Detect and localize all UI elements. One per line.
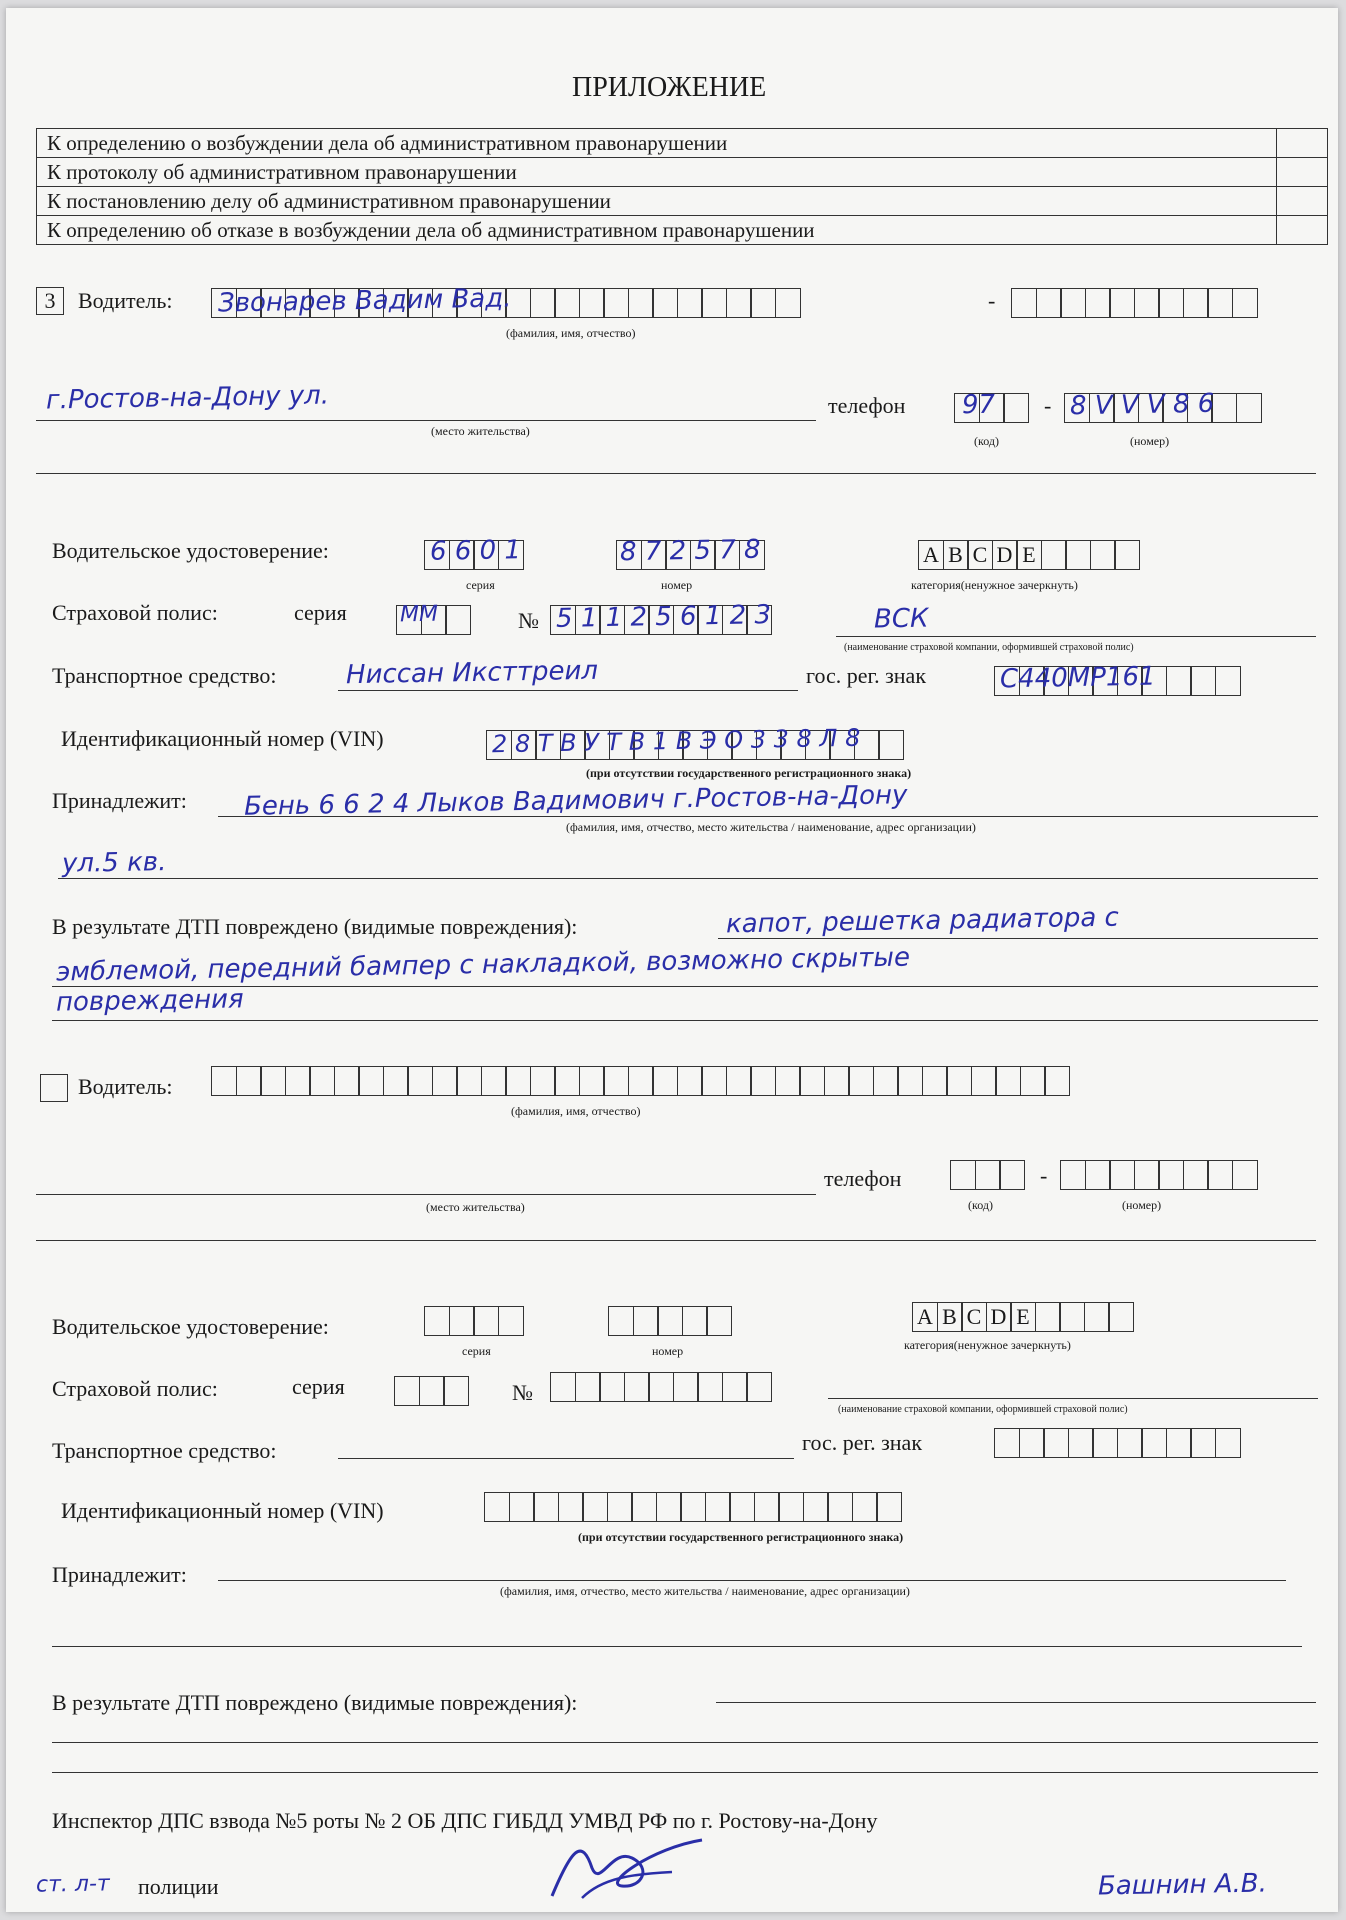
input-cell[interactable] (443, 1376, 469, 1406)
header-checkbox[interactable] (1277, 158, 1328, 187)
header-row: К протоколу об административном правонарушении (37, 158, 1277, 187)
document-sheet (6, 8, 1338, 1912)
input-cell[interactable] (852, 1492, 878, 1522)
owner-label: Принадлежит: (52, 1562, 187, 1587)
input-cell[interactable] (358, 1066, 384, 1096)
owner-handwriting-2: ул.5 кв. (61, 847, 167, 879)
category-cell[interactable] (1090, 540, 1116, 570)
dash: - (1040, 1163, 1048, 1188)
input-cell[interactable] (407, 1066, 433, 1096)
vehicle-line (338, 1458, 794, 1459)
input-cell[interactable] (1134, 288, 1160, 318)
policy-label: Страховой полис: (52, 600, 218, 625)
input-cell[interactable] (1211, 393, 1237, 423)
address-line (36, 420, 816, 421)
number-caption: номер (652, 1344, 684, 1358)
inspector-text: Инспектор ДПС взвода №5 роты № 2 ОБ ДПС ГИБДД УМВД РФ по г. Ростову-на-Дону (52, 1808, 878, 1833)
header-row: К постановлению делу об административном правонарушении (37, 187, 1277, 216)
phone-code-caption: (код) (974, 434, 999, 448)
input-cell[interactable] (682, 1306, 708, 1336)
input-cell[interactable] (652, 288, 678, 318)
input-cell[interactable] (445, 605, 471, 635)
phone-number-caption: (номер) (1122, 1198, 1162, 1212)
license-label: Водительское удостоверение: (52, 1314, 329, 1339)
input-cell[interactable] (1109, 1160, 1135, 1190)
input-cell[interactable] (754, 1492, 780, 1522)
input-cell[interactable] (1011, 288, 1037, 318)
input-cell[interactable] (383, 1066, 409, 1096)
input-cell[interactable] (1003, 393, 1029, 423)
category-cell[interactable]: A (918, 540, 944, 570)
input-cell[interactable] (999, 1160, 1025, 1190)
input-cell[interactable] (673, 1372, 699, 1402)
input-cell[interactable] (873, 1066, 899, 1096)
damage-label: В результате ДТП повреждено (видимые повреждения): (52, 914, 578, 939)
address-caption: (место жительства) (431, 424, 530, 438)
owner-label: Принадлежит: (52, 788, 187, 813)
category-cell[interactable]: E (1016, 540, 1042, 570)
input-cell[interactable] (481, 1066, 507, 1096)
owner-handwriting: Бень 6 6 2 4 Лыков Вадимович г.Ростов-на-Дону (243, 780, 908, 822)
damage-line-2 (52, 1742, 1318, 1743)
policy-series-label: серия (292, 1374, 345, 1399)
input-cell[interactable] (775, 288, 801, 318)
policy-no-label: № (512, 1380, 533, 1405)
input-cell[interactable] (498, 1306, 524, 1336)
vehicle-label: Транспортное средство: (52, 1438, 277, 1463)
policy-no-label: № (518, 608, 539, 633)
vin-label: Идентификационный номер (VIN) (61, 1498, 384, 1523)
damage-handwriting-1: капот, решетка радиатора с (725, 902, 1120, 940)
input-cell[interactable] (701, 1066, 727, 1096)
input-cell[interactable] (1236, 393, 1262, 423)
input-cell[interactable] (1232, 288, 1258, 318)
input-cell[interactable] (897, 1066, 923, 1096)
input-cell[interactable] (1036, 288, 1062, 318)
input-cell[interactable] (827, 1492, 853, 1522)
input-cell[interactable] (1068, 1428, 1094, 1458)
input-cell[interactable] (1117, 1428, 1143, 1458)
plate-label: гос. рег. знак (802, 1430, 923, 1455)
insurer-handwriting: ВСК (873, 603, 929, 635)
input-cell[interactable] (334, 1066, 360, 1096)
owner-line-2 (58, 878, 1318, 879)
vin-label: Идентификационный номер (VIN) (61, 726, 384, 751)
vehicle-line (338, 690, 798, 691)
header-checkbox[interactable] (1277, 187, 1328, 216)
page-title: ПРИЛОЖЕНИЕ (572, 72, 767, 103)
input-cell[interactable] (705, 1492, 731, 1522)
input-cell[interactable] (1215, 1428, 1241, 1458)
policy-number-boxes[interactable] (550, 1372, 771, 1402)
input-cell[interactable] (1109, 288, 1135, 318)
policy-series-label: серия (294, 600, 347, 625)
owner-line-2 (52, 1646, 1302, 1647)
input-cell[interactable] (1207, 1160, 1233, 1190)
police-text: полиции (138, 1874, 219, 1899)
category-cell[interactable] (1035, 1302, 1061, 1332)
input-cell[interactable] (971, 1066, 997, 1096)
input-cell[interactable] (1020, 1066, 1046, 1096)
damage-line-3 (52, 1020, 1318, 1021)
driver1-name-boxes-extra[interactable] (1011, 288, 1256, 318)
input-cell[interactable] (558, 1492, 584, 1522)
vehicle-label: Транспортное средство: (52, 663, 277, 688)
input-cell[interactable] (726, 288, 752, 318)
input-cell[interactable] (554, 1066, 580, 1096)
insurer-line (836, 636, 1316, 637)
policy-number-handwriting: 5 1 1 2 5 6 1 2 3 (555, 600, 772, 634)
vin-caption: (при отсутствии государственного регистрационного знака) (586, 766, 912, 780)
driver1-label: Водитель: (78, 288, 173, 313)
input-cell[interactable] (677, 1066, 703, 1096)
input-cell[interactable] (505, 1066, 531, 1096)
input-cell[interactable] (608, 1306, 634, 1336)
category-cell[interactable]: A (912, 1302, 938, 1332)
input-cell[interactable] (211, 1066, 237, 1096)
input-cell[interactable] (394, 1376, 420, 1406)
input-cell[interactable] (652, 1066, 678, 1096)
input-cell[interactable] (824, 1066, 850, 1096)
input-cell[interactable] (750, 1066, 776, 1096)
signature (542, 1828, 722, 1913)
category-cell[interactable] (1059, 1302, 1085, 1332)
input-cell[interactable] (1134, 1160, 1160, 1190)
category-cell[interactable] (1084, 1302, 1110, 1332)
phone-number-handwriting: 8 V V V 8 6 (1069, 388, 1215, 422)
license-number-boxes[interactable] (608, 1306, 731, 1336)
input-cell[interactable] (995, 1066, 1021, 1096)
category-cell[interactable]: D (992, 540, 1018, 570)
header-row: К определению об отказе в возбуждении дела об административном правонарушении (37, 216, 1277, 245)
input-cell[interactable] (419, 1376, 445, 1406)
driver1-address-handwriting: г.Ростов-на-Дону ул. (45, 380, 330, 416)
phone-label: телефон (828, 393, 906, 418)
input-cell[interactable] (509, 1492, 535, 1522)
input-cell[interactable] (729, 1492, 755, 1522)
input-cell[interactable] (799, 1066, 825, 1096)
input-cell[interactable] (628, 288, 654, 318)
input-cell[interactable] (775, 1066, 801, 1096)
phone-number-caption: (номер) (1130, 434, 1170, 448)
input-cell[interactable] (1085, 288, 1111, 318)
input-cell[interactable] (648, 1372, 674, 1402)
insurer-line (828, 1398, 1318, 1399)
damage-line (716, 1702, 1316, 1703)
number-caption: номер (661, 578, 693, 592)
policy-series-boxes[interactable] (394, 1376, 468, 1406)
vin-boxes[interactable] (484, 1492, 901, 1522)
input-cell[interactable] (1085, 1160, 1111, 1190)
policy-label: Страховой полис: (52, 1376, 218, 1401)
phone-code-handwriting: 97 (961, 389, 996, 421)
address-line-2 (36, 473, 1316, 474)
input-cell[interactable] (285, 1066, 311, 1096)
input-cell[interactable] (1019, 1428, 1045, 1458)
series-caption: серия (466, 578, 495, 592)
driver2-checkbox[interactable] (40, 1074, 68, 1102)
input-cell[interactable] (603, 288, 629, 318)
series-caption: серия (462, 1344, 491, 1358)
header-table (36, 128, 1328, 245)
input-cell[interactable] (1183, 1160, 1209, 1190)
input-cell[interactable] (599, 1372, 625, 1402)
input-cell[interactable] (473, 1306, 499, 1336)
name-caption: (фамилия, имя, отчество) (511, 1104, 641, 1118)
vehicle-handwriting: Ниссан Иксттреил (345, 655, 599, 691)
input-cell[interactable] (1060, 1160, 1086, 1190)
input-cell[interactable] (657, 1306, 683, 1336)
input-cell[interactable] (424, 1306, 450, 1336)
category-cell[interactable]: B (943, 540, 969, 570)
input-cell[interactable] (530, 288, 556, 318)
header-row: К определению о возбуждении дела об административном правонарушении (37, 129, 1277, 158)
input-cell[interactable] (449, 1306, 475, 1336)
input-cell[interactable] (631, 1492, 657, 1522)
input-cell[interactable] (1190, 666, 1216, 696)
input-cell[interactable] (950, 1160, 976, 1190)
insurer-caption: (наименование страховой компании, оформившей страховой полис) (844, 642, 1134, 653)
damage-label: В результате ДТП повреждено (видимые повреждения): (52, 1690, 578, 1715)
input-cell[interactable] (1141, 1428, 1167, 1458)
category-cell[interactable]: B (937, 1302, 963, 1332)
input-cell[interactable] (778, 1492, 804, 1522)
input-cell[interactable] (975, 1160, 1001, 1190)
damage-line-3 (52, 1772, 1318, 1773)
input-cell[interactable] (236, 1066, 262, 1096)
input-cell[interactable] (554, 288, 580, 318)
driver1-checkbox[interactable]: 3 (36, 287, 64, 315)
input-cell[interactable] (1044, 1066, 1070, 1096)
input-cell[interactable] (432, 1066, 458, 1096)
plate-boxes[interactable] (994, 1428, 1239, 1458)
input-cell[interactable] (533, 1492, 559, 1522)
license-label: Водительское удостоверение: (52, 538, 329, 563)
categories-caption: категория(ненужное зачеркнуть) (911, 578, 1078, 592)
input-cell[interactable] (530, 1066, 556, 1096)
input-cell[interactable] (633, 1306, 659, 1336)
owner-caption: (фамилия, имя, отчество, место жительства / наименование, адрес организации) (500, 1584, 910, 1598)
category-cell[interactable]: E (1010, 1302, 1036, 1332)
damage-handwriting-3: повреждения (55, 984, 244, 1018)
driver2-label: Водитель: (78, 1074, 173, 1099)
input-cell[interactable] (1166, 666, 1192, 696)
input-cell[interactable] (607, 1492, 633, 1522)
plate-label: гос. рег. знак (806, 663, 927, 688)
input-cell[interactable] (1060, 288, 1086, 318)
policy-series-handwriting: ММ (399, 601, 439, 628)
header-checkbox[interactable] (1277, 129, 1328, 158)
driver2-name-boxes[interactable] (211, 1066, 1069, 1096)
plate-handwriting: С440МР161 (999, 661, 1156, 695)
driver1-name-handwriting: Звонарев Вадим Вад. (217, 283, 512, 319)
category-cell[interactable]: C (967, 540, 993, 570)
license-series-handwriting: 6 6 0 1 (429, 535, 522, 567)
category-cell[interactable]: D (986, 1302, 1012, 1332)
input-cell[interactable] (701, 288, 727, 318)
input-cell[interactable] (677, 288, 703, 318)
input-cell[interactable] (1158, 1160, 1184, 1190)
input-cell[interactable] (697, 1372, 723, 1402)
input-cell[interactable] (603, 1066, 629, 1096)
categories-caption: категория(ненужное зачеркнуть) (904, 1338, 1071, 1352)
category-cell[interactable] (1114, 540, 1140, 570)
input-cell[interactable] (579, 288, 605, 318)
dash: - (988, 288, 996, 313)
owner-caption: (фамилия, имя, отчество, место жительства / наименование, адрес организации) (566, 820, 976, 834)
input-cell[interactable] (876, 1492, 902, 1522)
category-cell[interactable] (1108, 1302, 1134, 1332)
input-cell[interactable] (1166, 1428, 1192, 1458)
license-number-handwriting: 8 7 2 5 7 8 (619, 534, 761, 568)
input-cell[interactable] (582, 1492, 608, 1522)
input-cell[interactable] (624, 1372, 650, 1402)
input-cell[interactable] (746, 1372, 772, 1402)
input-cell[interactable] (309, 1066, 335, 1096)
input-cell[interactable] (575, 1372, 601, 1402)
input-cell[interactable] (750, 288, 776, 318)
vin-caption: (при отсутствии государственного регистрационного знака) (578, 1530, 904, 1544)
input-cell[interactable] (1092, 1428, 1118, 1458)
input-cell[interactable] (456, 1066, 482, 1096)
dash: - (1044, 393, 1052, 418)
phone-code-boxes[interactable] (950, 1160, 1024, 1190)
phone-number-boxes[interactable] (1060, 1160, 1256, 1190)
category-cell[interactable] (1065, 540, 1091, 570)
owner-line (218, 1580, 1286, 1581)
address-caption: (место жительства) (426, 1200, 525, 1214)
input-cell[interactable] (1232, 1160, 1258, 1190)
input-cell[interactable] (722, 1372, 748, 1402)
damage-line (718, 938, 1318, 939)
phone-code-caption: (код) (968, 1198, 993, 1212)
input-cell[interactable] (848, 1066, 874, 1096)
input-cell[interactable] (726, 1066, 752, 1096)
input-cell[interactable] (803, 1492, 829, 1522)
input-cell[interactable] (628, 1066, 654, 1096)
input-cell[interactable] (922, 1066, 948, 1096)
rank-handwriting: ст. л-т (35, 1871, 110, 1898)
vin-handwriting: 2 8 Т В У Т В 1 В Э О 3 3 8 Л 8 (491, 723, 861, 759)
categories-boxes[interactable] (918, 540, 1139, 570)
category-cell[interactable]: C (961, 1302, 987, 1332)
insurer-caption: (наименование страховой компании, оформившей страховой полис) (838, 1404, 1128, 1415)
input-cell[interactable] (706, 1306, 732, 1336)
input-cell[interactable] (680, 1492, 706, 1522)
input-cell[interactable] (1215, 666, 1241, 696)
input-cell[interactable] (1158, 288, 1184, 318)
input-cell[interactable] (1207, 288, 1233, 318)
phone-label: телефон (824, 1166, 902, 1191)
input-cell[interactable] (994, 1428, 1020, 1458)
address-line-2 (36, 1240, 1316, 1241)
header-checkbox[interactable] (1277, 216, 1328, 245)
damage-handwriting-2: эмблемой, передний бампер с накладкой, возможно скрытые (55, 942, 911, 988)
input-cell[interactable] (484, 1492, 510, 1522)
surname-handwriting: Башнин А.В. (1097, 1868, 1268, 1902)
input-cell[interactable] (579, 1066, 605, 1096)
input-cell[interactable] (1043, 1428, 1069, 1458)
input-cell[interactable] (260, 1066, 286, 1096)
address-line (36, 1194, 816, 1195)
license-series-boxes[interactable] (424, 1306, 522, 1336)
input-cell[interactable] (1190, 1428, 1216, 1458)
category-cell[interactable] (1041, 540, 1067, 570)
input-cell[interactable] (550, 1372, 576, 1402)
categories-boxes[interactable] (912, 1302, 1133, 1332)
input-cell[interactable] (656, 1492, 682, 1522)
input-cell[interactable] (878, 730, 904, 760)
input-cell[interactable] (946, 1066, 972, 1096)
input-cell[interactable] (1183, 288, 1209, 318)
name-caption: (фамилия, имя, отчество) (506, 326, 636, 340)
